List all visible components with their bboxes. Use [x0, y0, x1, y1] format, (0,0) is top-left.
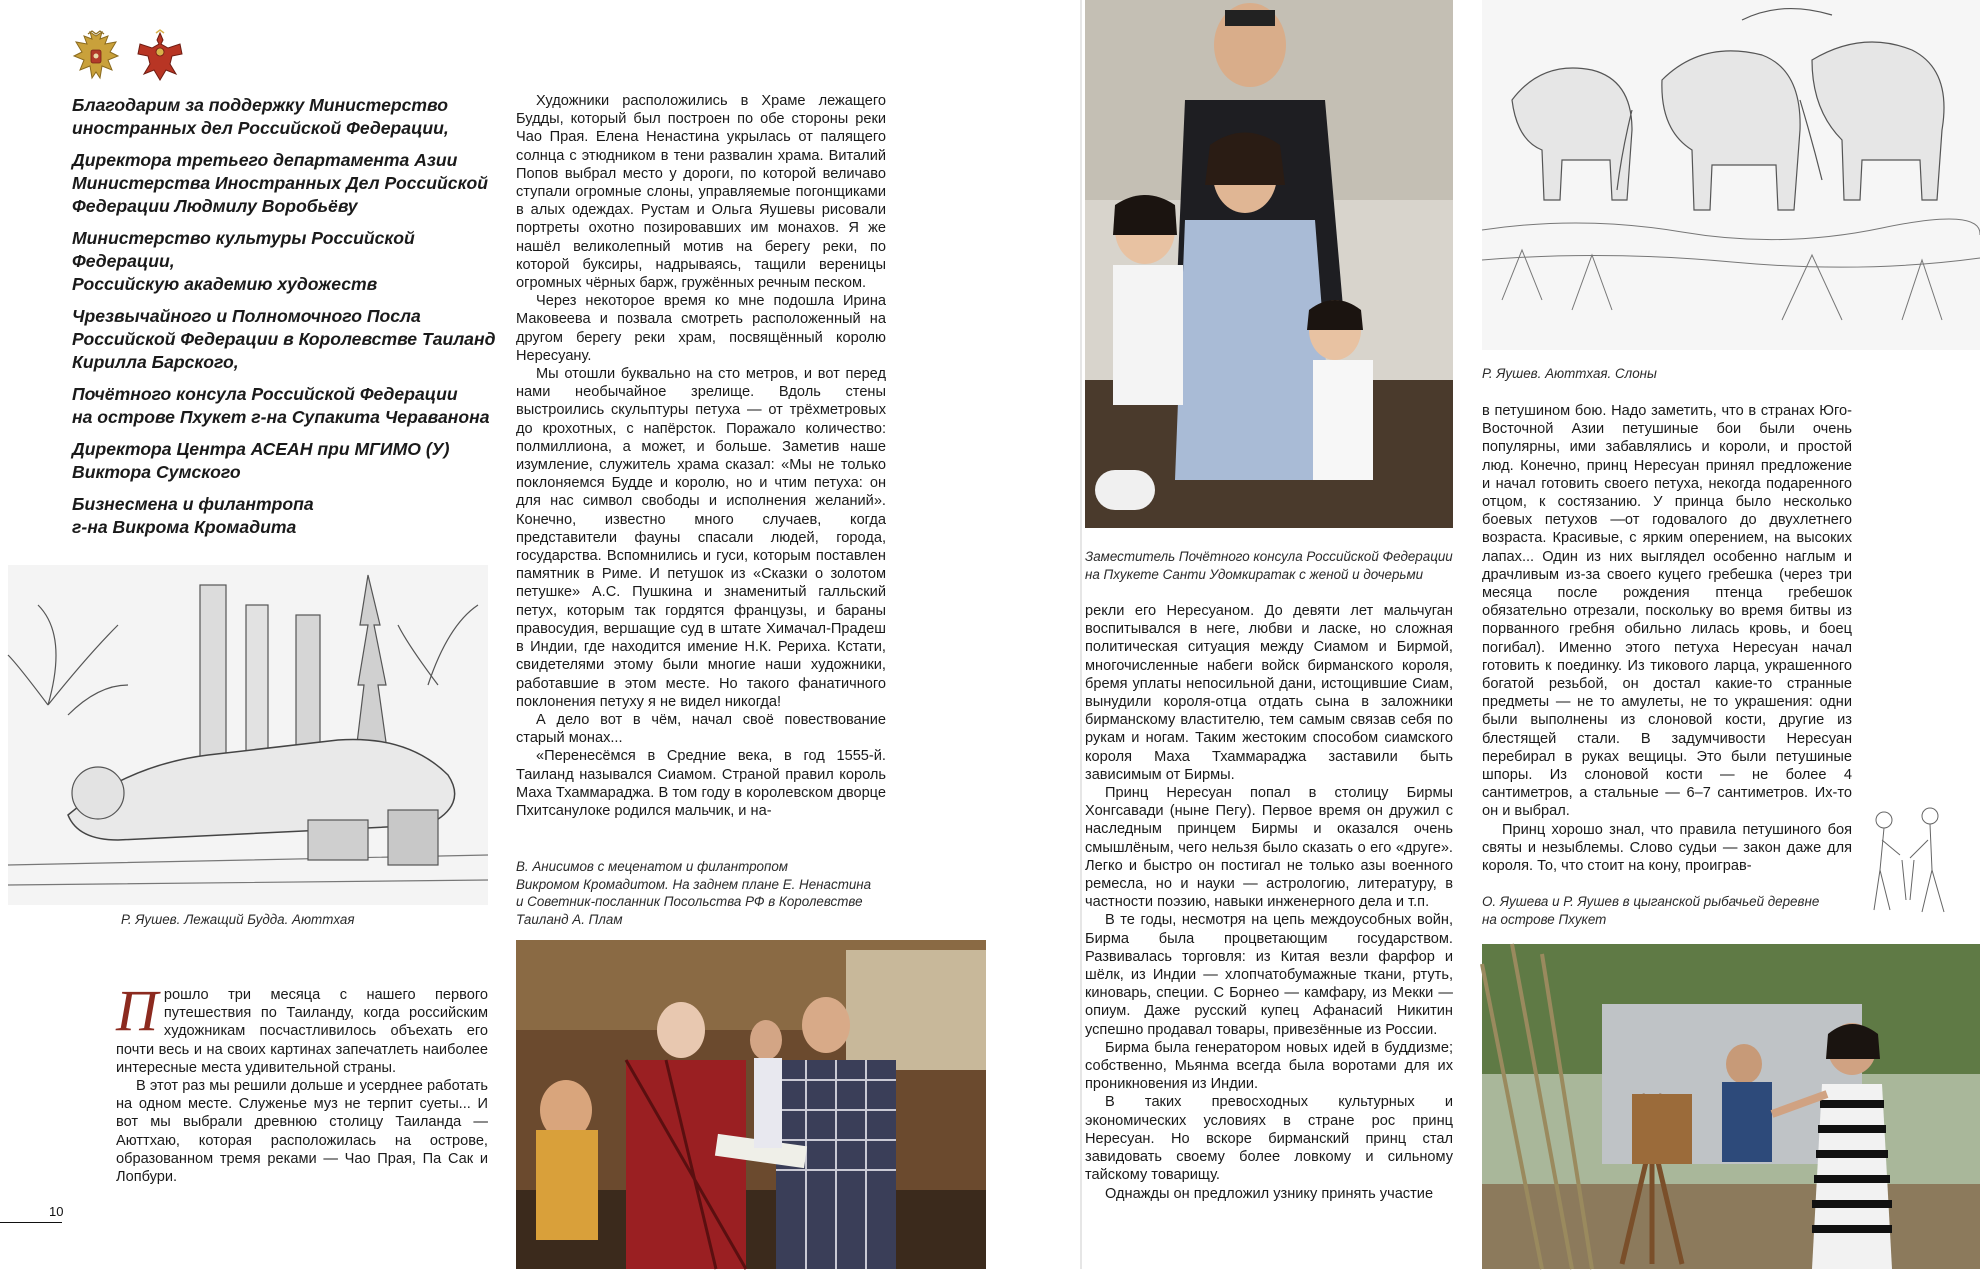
russian-coat-of-arms-icon [70, 30, 122, 84]
caption-family-photo: Заместитель Почётного консула Российской Федерации на Пхукете Санти Удомкиратак с женой и дочерьми [1085, 549, 1453, 582]
paragraph: Принц Нересуан попал в столицу Бирмы Хонгсавади (ныне Пегу). Первое время он дружил с наследным принцем Бирмы и оказался очень смышлёным, чего нельзя было сказать о его «друге». Легко и быстро он постигал не только азы военного ремесла, но и науки — астрологию, литературу, в частности поэзию, навыки инженерного дела и т.п. [1085, 785, 1453, 911]
paragraph: В таких превосходных культурных и экономических условиях в стране рос принц Нересуан. Но вскоре бирманский принц стал завидовать своему более ловкому и сильному тайскому товарищу. [1085, 1094, 1453, 1184]
text-column-2 [516, 92, 886, 842]
caption-elephants-sketch: Р. Яушев. Аюттхая. Слоны [1482, 366, 1657, 381]
ack-item: Бизнесмена и филантропа г-на Викрома Кромадита [72, 494, 314, 537]
page-number: 10 [49, 1204, 64, 1219]
drop-cap: П [116, 978, 158, 1043]
ack-item: Благодарим за поддержку Министерство иностранных дел Российской Федерации, [72, 95, 449, 138]
spread-gutter [1080, 0, 1082, 1269]
paragraph: рошло три месяца с нашего первого путешествия по Таиланду, когда российским художникам посчастливилось объехать его почти весь и на своих картинах запечатлеть наиболее интересные места удивительной страны. [116, 987, 488, 1076]
paragraph: «Перенесёмся в Средние века, в год 1555-й. Таиланд назывался Сиамом. Страной правил король Маха Тхаммараджа. В том году в королевском дворце Пхитсанулоке родился мальчик, и на- [516, 748, 886, 819]
paragraph: Однажды он предложил узнику принять участие [1105, 1185, 1434, 1202]
painting-outdoors-photo [1482, 944, 1980, 1269]
acknowledgements [72, 94, 512, 548]
paragraph: В те годы, несмотря на цепь междоусобных войн, Бирма была процветающим государством. Развивалась торговля: из Китая везли фарфор и шёлк, из Индии — хлопчатобумажные ткани, ртуть, киноварь, специи. С Борнео — камфару, из Мекки — опиум. Даже русский купец Афанасий Никитин успешно продавал товары, привезённые из России. [1085, 912, 1453, 1038]
caption-village-sketch: О. Яушева и Р. Яушев в цыганской рыбачьей деревне на острове Пхукет [1482, 894, 1820, 927]
paragraph: в петушином бою. Надо заметить, что в странах Юго-Восточной Азии петушиные бои были очень популярны, ими забавлялись и короли, и простой люд. Конечно, принц Нересуан принял предложение и начал готовить своего петуха, некогда подаренного отцом, к состязанию. У принца было несколько боевых петухов —от годовалого до двухлетнего возраста. Красивые, с ярким оперением, на высоких лапах... Один из них выглядел особенно наглым и драчливым из-за своего куцего гребешка (через три месяца после рождения птенца гребешок обязательно отрезали, поскольку во время битвы из порванного гребня обильно лилась кровь, и боец погибал). Именно этого петуха Нересуан начал готовить к поединку. Из тикового ларца, украшенного богатой резьбой, он достал какие-то странные предметы — не то амулеты, не то украшения: одни были выполнены из слоновой кости, другие из блестящей стали. В задумчивости Нересуан перебирал в руках вещицы. Это были петушиные шпоры. Из слоновой кости — не более 4 сантиметров, а стальные — 6–7 сантиметров. Их-то он и выбрал. [1482, 403, 1852, 820]
paragraph: Принц хорошо знал, что правила петушиного боя святы и незыблемы. Слово судьи — закон даже для короля. То, что стоит на кону, проиграв- [1482, 821, 1852, 875]
paragraph: Бирма была генератором новых идей в буддизме; собственно, Мьянма всегда была воротами для их проникновения из Индии. [1085, 1039, 1453, 1093]
paragraph: Художники расположились в Храме лежащего Будды, который был построен по обе стороны реки Чао Прая. Елена Ненастина укрылась от палящего солнца с этюдником в тени развалин храма. Виталий Попов выбрал место у дороги, по которой величаво ступали огромные слоны, управляемые погонщиками в алых одеждах. Рустам и Ольга Яушевы рисовали портреты охотно позировавших им монахов. Я же нашёл великолепный мотив на берегу реки, по которой буксиры, надрываясь, тащили вереницы огромных чёрных барж, гружённых речным песком. [516, 93, 886, 292]
meeting-photo [516, 940, 986, 1269]
paragraph: рекли его Нересуаном. До девяти лет мальчуган воспитывался в неге, любви и ласке, но сложная политическая ситуация между Сиамом и Бирмой, многочисленные набеги войск бирманского короля, бремя уплаты непосильной дани, истощившие Сиам, вынудили короля-отца отдать сына в заложники бирманскому властителю, тем самым связав себя по рукам и ногам. Таким жестоким способом сиамского короля Маха Тхаммараджа заставили быть зависимым от Бирмы. [1085, 603, 1453, 783]
elephants-sketch [1482, 0, 1980, 350]
text-column-3 [1085, 602, 1453, 1202]
caption-meeting-photo: В. Анисимов с меценатом и филантропом Викромом Кромадитом. На заднем плане Е. Ненастина и Советник-посланник Посольства РФ в Королевстве Таиланд А. Плам [516, 859, 872, 927]
caption-buddha-sketch: Р. Яушев. Лежащий Будда. Аюттхая [121, 912, 355, 927]
family-photo [1085, 0, 1453, 528]
ack-item: Директора третьего департамента Азии Министерства Иностранных Дел Российской Федерации Людмилу Воробьёву [72, 150, 488, 216]
thai-garuda-emblem-icon [134, 30, 186, 84]
reclining-buddha-sketch [8, 565, 488, 905]
ack-item: Почётного консула Российской Федерации на острове Пхукет г-на Супакита Чераванона [72, 384, 490, 427]
text-column-1 [116, 978, 488, 1186]
page-number-rule [0, 1222, 62, 1223]
paragraph: В этот раз мы решили дольше и усерднее работать на одном месте. Служенье муз не терпит суеты... И вот мы выбрали древнюю столицу Таиланда — Аюттхаю, которая расположилась на острове, образованном тремя реками — Чао Прая, Па Сак и Лопбури. [116, 1078, 488, 1186]
ack-item: Директора Центра АСЕАН при МГИМО (У) Виктора Сумского [72, 439, 450, 482]
ack-item: Чрезвычайного и Полномочного Посла Российской Федерации в Королевстве Таиланд Кирилла Барского, [72, 306, 496, 372]
paragraph: Мы отошли буквально на сто метров, и вот перед нами необычайное зрелище. Вдоль стены выстроились скульптуры петуха — от трёхметровых до крохотных, с напёрсток. Поражало количество: полмиллиона, а может, и больше. Заметив наше изумление, служитель храма сказал: «Мы не только поклоняемся Будде и королю, но и чтим петуха: он для нас символ свободы и исполнения желаний». Конечно, известно много случаев, когда представители фауны спасали людей, города, государства. Вспомнились и гуси, которым поставлен памятник в Риме. И петушок из «Сказки о золотом петушке» А.С. Пушкина и знаменитый галльский петух, которым так гордятся французы, и бараны правосудия, вершащие суд в штате Химачал-Прадеш в Индии, где находится имение Н.К. Рериха. Кстати, свидетелями этому были многие наши художники, работавшие в этом месте. Но такого фанатичного поклонения петуху я не видел никогда! [516, 366, 886, 710]
ack-item: Министерство культуры Российской Федерации, Российскую академию художеств [72, 228, 415, 294]
paragraph: Через некоторое время ко мне подошла Ирина Маковеева и позвала смотреть расположенный на другом берегу реки храм, посвящённый королю Нересуану. [516, 293, 886, 364]
artists-small-sketch [1862, 800, 1962, 920]
text-column-4 [1482, 402, 1852, 880]
paragraph: А дело вот в чём, начал своё повествование старый монах... [516, 711, 886, 747]
